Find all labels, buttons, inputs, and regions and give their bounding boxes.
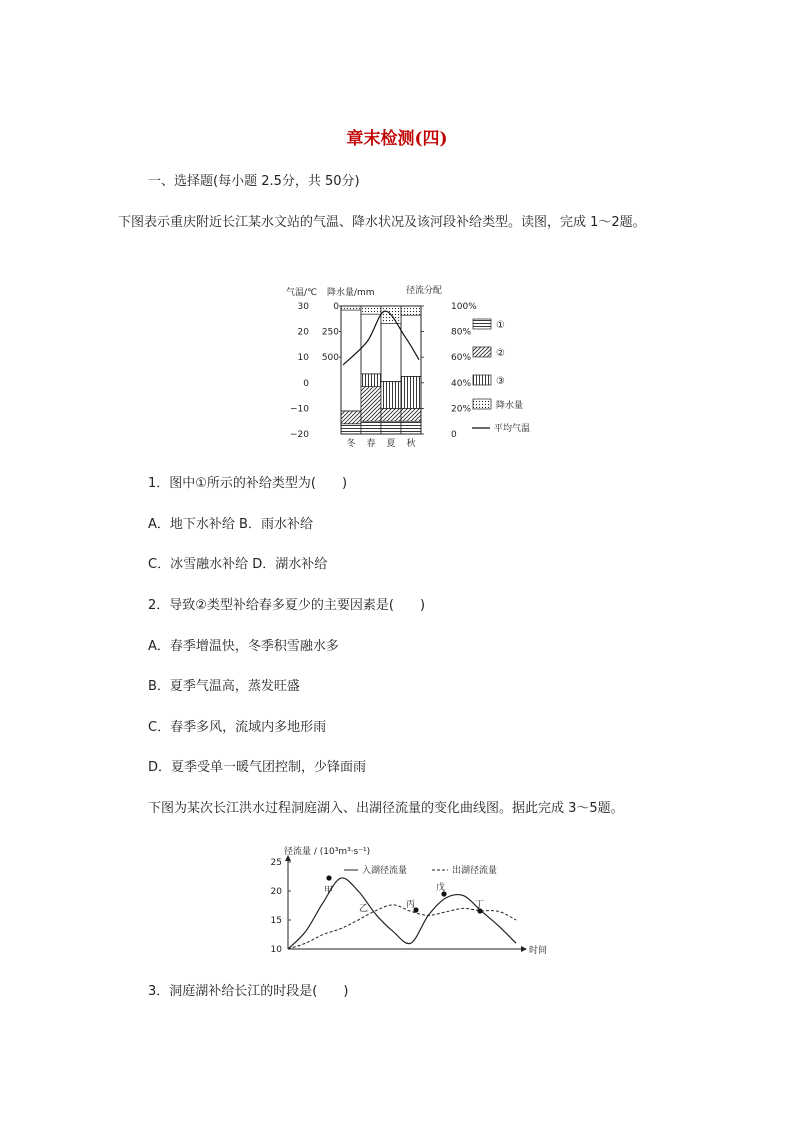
precip-bar-2 bbox=[361, 306, 381, 314]
point-jia-label: 甲 bbox=[324, 886, 334, 896]
dongting-flow-chart bbox=[260, 838, 560, 960]
legend-label-precip: 降水量 bbox=[496, 401, 524, 411]
inflow-curve bbox=[288, 878, 516, 949]
legend-inflow-label: 入湖径流量 bbox=[362, 866, 408, 876]
temp-tick-5: −20 bbox=[290, 430, 309, 440]
runoff-bar-4-3 bbox=[401, 376, 421, 408]
runoff-bars bbox=[341, 306, 421, 434]
precip-tick-1: 250 bbox=[321, 327, 339, 338]
temp-tick-4: −10 bbox=[290, 404, 309, 415]
season-label-4: 秋 bbox=[406, 439, 416, 449]
runoff-bar-4-2 bbox=[401, 408, 421, 421]
runoff-climate-chart bbox=[280, 280, 540, 455]
legend-outflow-label: 出湖径流量 bbox=[452, 866, 498, 876]
flow-tick-2: 15 bbox=[270, 916, 282, 926]
point-ding-label: 丁 bbox=[475, 900, 485, 910]
flow-tick-3: 10 bbox=[270, 945, 282, 955]
temp-tick-1: 20 bbox=[297, 327, 309, 338]
page-title: 章末检测(四) bbox=[346, 129, 448, 149]
precip-ticks bbox=[322, 302, 341, 363]
percent-tick-0: 100% bbox=[451, 302, 477, 312]
legend bbox=[472, 319, 530, 434]
precip-axis-label: 降水量/mm bbox=[327, 288, 375, 298]
runoff-bar-2-2 bbox=[361, 387, 381, 422]
runoff-bar-4-1 bbox=[401, 421, 421, 434]
runoff-bar-1-2 bbox=[341, 411, 361, 424]
time-axis-label: 时间 bbox=[529, 946, 548, 956]
point-yi-label: 乙 bbox=[359, 904, 369, 914]
legend-label-1: ① bbox=[496, 320, 505, 331]
runoff-bar-2-1 bbox=[361, 421, 381, 434]
temp-axis-label: 气温/℃ bbox=[286, 288, 318, 298]
percent-ticks bbox=[421, 302, 477, 440]
flow-tick-0: 25 bbox=[270, 858, 282, 868]
question-2-option-d: D．夏季受单一暖气团控制，少锋面雨 bbox=[148, 760, 367, 775]
question-2-option-b: B．夏季气温高，蒸发旺盛 bbox=[148, 679, 300, 694]
temp-tick-0: 30 bbox=[297, 302, 309, 312]
precip-tick-0: 0 bbox=[333, 302, 339, 312]
season-labels bbox=[346, 437, 415, 449]
legend-label-3: ③ bbox=[496, 376, 505, 387]
runoff-bar-2-3 bbox=[361, 374, 381, 387]
legend-swatch-precip bbox=[473, 399, 491, 409]
precip-bar-4 bbox=[401, 306, 421, 315]
precip-bar-1 bbox=[341, 306, 361, 310]
precip-tick-2: 500 bbox=[321, 353, 339, 364]
temp-ticks bbox=[290, 302, 309, 440]
question-1-option-ab: A．地下水补给 B．雨水补给 bbox=[148, 517, 313, 532]
runoff-bar-3-2 bbox=[381, 408, 401, 421]
point-bing-label: 丙 bbox=[406, 900, 416, 910]
runoff-cell-2 bbox=[361, 306, 381, 374]
intro-paragraph-2: 下图为某次长江洪水过程洞庭湖入、出湖径流量的变化曲线图。据此完成 3～5题。 bbox=[148, 801, 624, 816]
percent-tick-3: 40% bbox=[451, 378, 472, 389]
percent-tick-1: 80% bbox=[451, 327, 472, 338]
legend-swatch-1 bbox=[473, 319, 491, 329]
season-label-3: 夏 bbox=[386, 439, 396, 449]
runoff-title: 径流分配 bbox=[406, 286, 443, 296]
runoff-bar-1-1 bbox=[341, 424, 361, 434]
point-wu-label: 戊 bbox=[436, 883, 446, 893]
question-2-option-a: A．春季增温快，冬季积雪融水多 bbox=[148, 639, 339, 654]
intro-paragraph-1: 下图表示重庆附近长江某水文站的气温、降水状况及该河段补给类型。读图，完成 1～2题。 bbox=[118, 215, 646, 230]
flow-axis-label: 径流量 / (10³m³·s⁻¹) bbox=[284, 847, 371, 857]
percent-tick-5: 0 bbox=[451, 430, 457, 440]
legend-swatch-3 bbox=[473, 375, 491, 385]
season-label-1: 冬 bbox=[346, 439, 356, 449]
question-1-option-cd: C．冰雪融水补给 D．湖水补给 bbox=[148, 557, 328, 572]
runoff-bar-3-3 bbox=[381, 382, 401, 409]
runoff-cell-4 bbox=[401, 306, 421, 376]
legend-label-temp: 平均气温 bbox=[494, 424, 531, 434]
section-heading: 一、选择题(每小题 2.5分，共 50分) bbox=[148, 174, 360, 189]
percent-tick-4: 20% bbox=[451, 404, 472, 415]
question-2-option-c: C．春季多风，流域内多地形雨 bbox=[148, 720, 327, 735]
temp-tick-2: 10 bbox=[297, 353, 309, 364]
point-jia-marker bbox=[326, 875, 331, 880]
question-3-stem: 3．洞庭湖补给长江的时段是( ) bbox=[148, 984, 349, 999]
flow-tick-1: 20 bbox=[270, 887, 282, 897]
percent-tick-2: 60% bbox=[451, 353, 472, 364]
question-2-stem: 2．导致②类型补给春多夏少的主要因素是( ) bbox=[148, 598, 426, 613]
legend-swatch-2 bbox=[473, 347, 491, 357]
question-1-stem: 1．图中①所示的补给类型为( ) bbox=[148, 476, 348, 491]
runoff-bar-3-1 bbox=[381, 421, 401, 434]
legend-label-2: ② bbox=[496, 348, 505, 359]
temp-tick-3: 0 bbox=[303, 378, 309, 389]
season-label-2: 春 bbox=[366, 439, 376, 449]
